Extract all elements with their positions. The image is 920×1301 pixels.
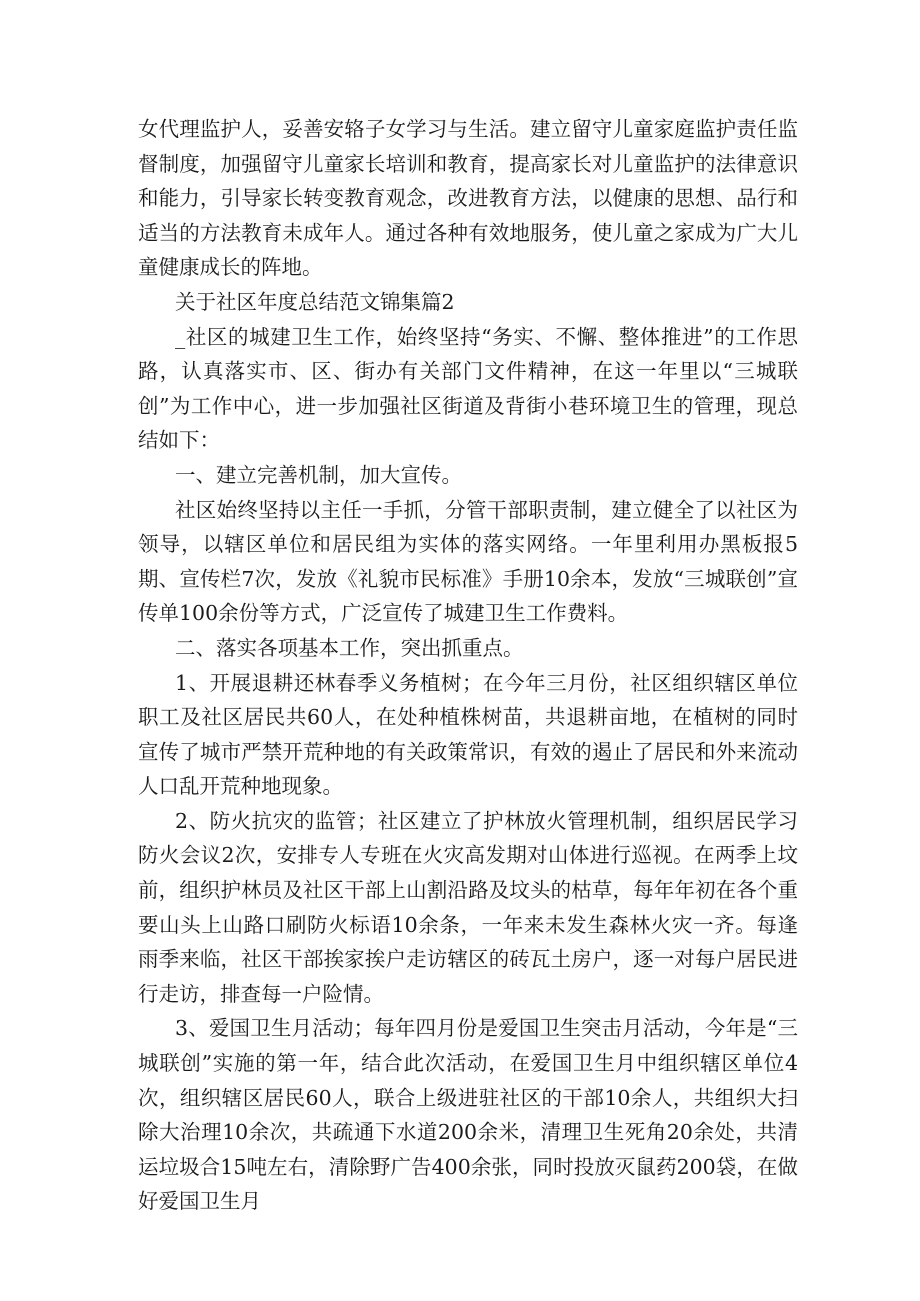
paragraph-hygiene-month: 3、爱国卫生月活动；每年四月份是爱国卫生突击月活动，今年是“三城联创”实施的第一年，结合此次活动，在爱国卫生月中组织辖区单位4次，组织辖区居民60人，联合上级进驻社区的干部10余人，共组织大扫除大治理10余次，共疏通下水道200余米，清理卫生死角20余处，共清运垃圾合15吨左右，清除野广告400余张，同时投放灭鼠药200袋，在做好爱国卫生月 bbox=[138, 1016, 798, 1214]
document-page bbox=[138, 112, 798, 1219]
section-title: 关于社区年度总结范文锦集篇2 bbox=[175, 289, 455, 314]
paragraph-mechanism: 社区始终坚持以主任一手抓，分管干部职责制，建立健全了以社区为领导，以辖区单位和居民组为实体的落实网络。一年里利用办黑板报5期、宣传栏7次，发放《礼貌市民标准》手册10余本，发放“三城联创”宣传单100余份等方式，广泛宣传了城建卫生工作费料。 bbox=[138, 497, 798, 626]
heading-one: 一、建立完善机制，加大宣传。 bbox=[175, 462, 462, 487]
heading-two: 二、落实各项基本工作，突出抓重点。 bbox=[175, 635, 524, 660]
paragraph-tree-planting: 1、开展退耕还林春季义务植树；在今年三月份，社区组织辖区单位职工及社区居民共60人，在处种植株树苗，共退耕亩地，在植树的同时宣传了城市严禁开荒种地的有关政策常识，有效的遏止了居民和外来流动人口乱开荒种地现象。 bbox=[138, 670, 798, 799]
paragraph-intro: _社区的城建卫生工作，始终坚持“务实、不懈、整体推进”的工作思路，认真落实市、区、街办有关部门文件精神，在这一年里以“三城联创”为工作中心，进一步加强社区街道及背街小巷环境卫生的管理，现总结如下： bbox=[138, 324, 798, 453]
paragraph-fire-prevention: 2、防火抗灾的监管；社区建立了护林放火管理机制，组织居民学习防火会议2次，安排专人专班在火灾高发期对山体进行巡视。在两季上坟前，组织护林员及社区干部上山割沿路及坟头的枯草，每年年初在各个重要山头上山路口刷防火标语10余条，一年来未发生森林火灾一齐。每逢雨季来临，社区干部挨家挨户走访辖区的砖瓦土房户，逐一对每户居民进行走访，排查每一户险情。 bbox=[138, 808, 798, 1006]
paragraph-guardianship: 女代理监护人，妥善安辂子女学习与生活。建立留守儿童家庭监护责任监督制度，加强留守儿童家长培训和教育，提高家长对儿童监护的法律意识和能力，引导家长转变教育观念，改进教育方法，以健康的思想、品行和适当的方法教育未成年人。通过各种有效地服务，使儿童之家成为广大儿童健康成长的阵地。 bbox=[138, 117, 798, 280]
